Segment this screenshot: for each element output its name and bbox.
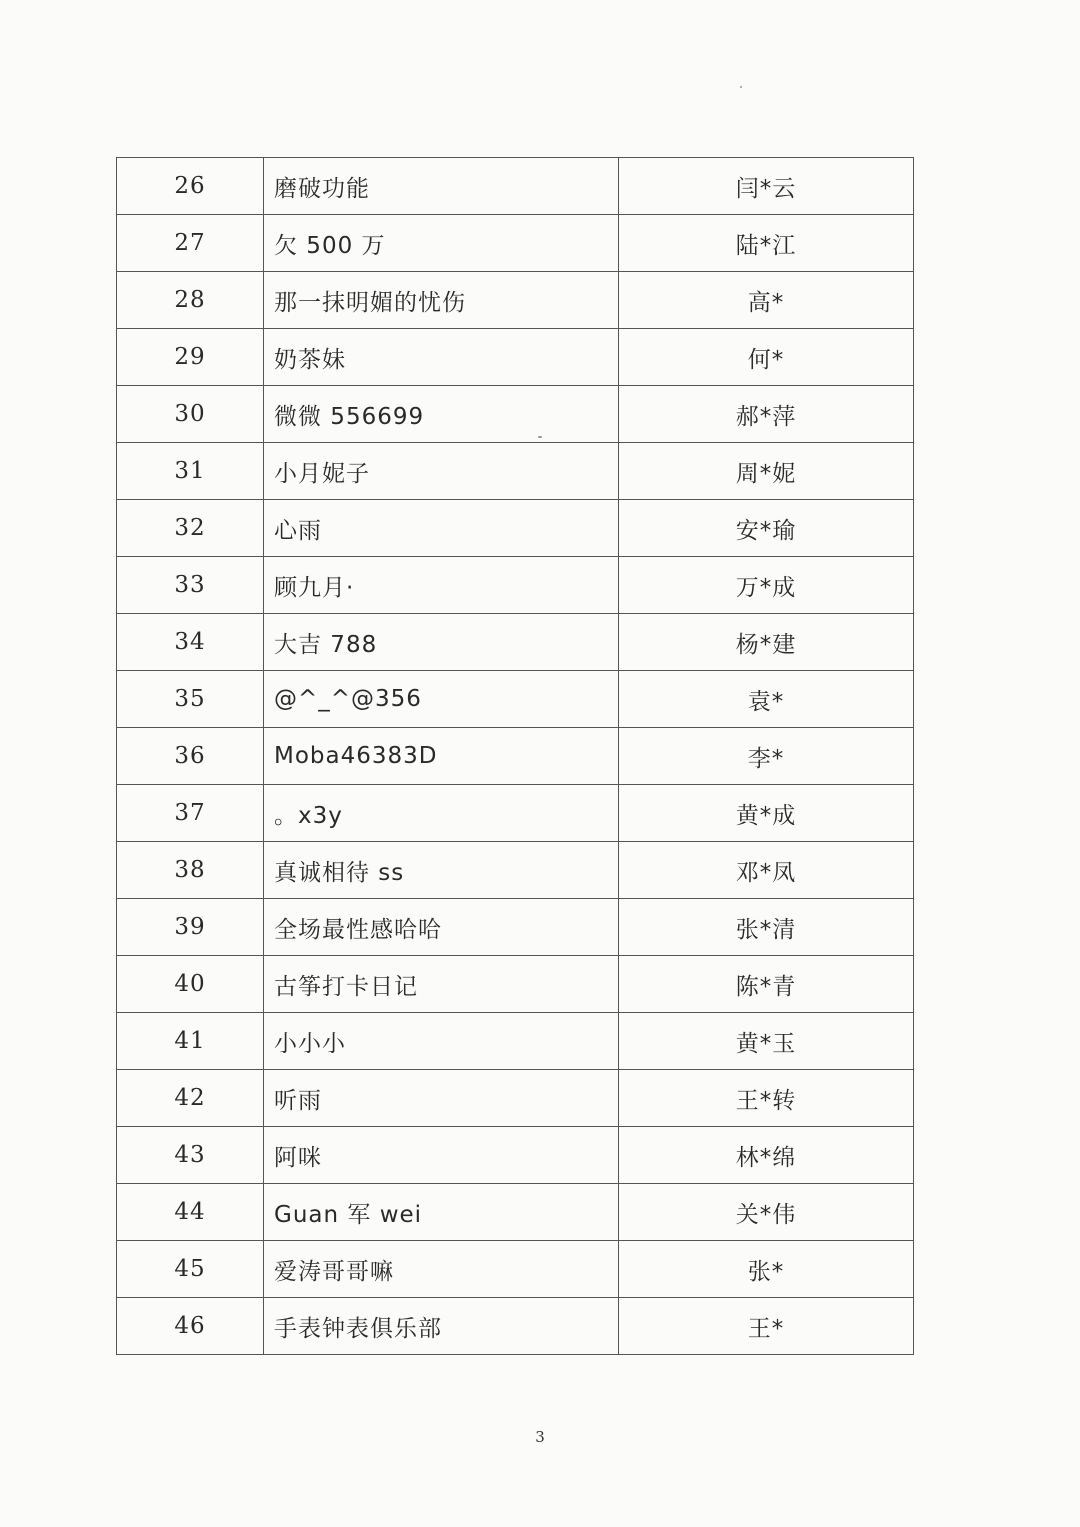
- nickname-cell: @^_^@356: [264, 671, 619, 728]
- name-cell: 陆*江: [619, 215, 914, 272]
- row-number: 43: [117, 1127, 264, 1184]
- nickname-cell: 顾九月·: [264, 557, 619, 614]
- nickname-cell: 欠 500 万: [264, 215, 619, 272]
- row-number: 45: [117, 1241, 264, 1298]
- nickname-cell: 全场最性感哈哈: [264, 899, 619, 956]
- nickname-cell: 心雨: [264, 500, 619, 557]
- table-row: [117, 1070, 914, 1127]
- table-row: [117, 614, 914, 671]
- table-row: [117, 785, 914, 842]
- row-number: 38: [117, 842, 264, 899]
- name-cell: 邓*凤: [619, 842, 914, 899]
- table-row: [117, 158, 914, 215]
- row-number: 34: [117, 614, 264, 671]
- roster-table-body: [117, 158, 914, 1355]
- nickname-cell: Moba46383D: [264, 728, 619, 785]
- nickname-cell: 听雨: [264, 1070, 619, 1127]
- name-cell: 袁*: [619, 671, 914, 728]
- roster-table: [116, 157, 914, 1355]
- row-number: 46: [117, 1298, 264, 1355]
- row-number: 28: [117, 272, 264, 329]
- row-number: 27: [117, 215, 264, 272]
- table-row: [117, 956, 914, 1013]
- row-number: 26: [117, 158, 264, 215]
- name-cell: 李*: [619, 728, 914, 785]
- nickname-cell: 小小小: [264, 1013, 619, 1070]
- table-row: [117, 671, 914, 728]
- row-number: 33: [117, 557, 264, 614]
- table-row: [117, 1241, 914, 1298]
- name-cell: 杨*建: [619, 614, 914, 671]
- nickname-cell: 爱涛哥哥嘛: [264, 1241, 619, 1298]
- scan-speck: [538, 436, 542, 438]
- nickname-cell: 手表钟表俱乐部: [264, 1298, 619, 1355]
- nickname-cell: 那一抹明媚的忧伤: [264, 272, 619, 329]
- table-row: [117, 557, 914, 614]
- nickname-cell: 小月妮子: [264, 443, 619, 500]
- table-row: [117, 443, 914, 500]
- table-row: [117, 1013, 914, 1070]
- name-cell: 何*: [619, 329, 914, 386]
- table-row: [117, 329, 914, 386]
- nickname-cell: 奶茶妹: [264, 329, 619, 386]
- table-row: [117, 386, 914, 443]
- name-cell: 周*妮: [619, 443, 914, 500]
- scan-speck: [740, 86, 742, 88]
- name-cell: 黄*玉: [619, 1013, 914, 1070]
- row-number: 40: [117, 956, 264, 1013]
- name-cell: 关*伟: [619, 1184, 914, 1241]
- name-cell: 万*成: [619, 557, 914, 614]
- row-number: 39: [117, 899, 264, 956]
- table-row: [117, 1298, 914, 1355]
- table-row: [117, 728, 914, 785]
- table-row: [117, 272, 914, 329]
- nickname-cell: 微微 556699: [264, 386, 619, 443]
- nickname-cell: 大吉 788: [264, 614, 619, 671]
- table-row: [117, 1184, 914, 1241]
- row-number: 32: [117, 500, 264, 557]
- name-cell: 林*绵: [619, 1127, 914, 1184]
- name-cell: 王*转: [619, 1070, 914, 1127]
- nickname-cell: 古筝打卡日记: [264, 956, 619, 1013]
- row-number: 44: [117, 1184, 264, 1241]
- name-cell: 黄*成: [619, 785, 914, 842]
- table-row: [117, 215, 914, 272]
- row-number: 30: [117, 386, 264, 443]
- row-number: 36: [117, 728, 264, 785]
- table-row: [117, 1127, 914, 1184]
- row-number: 31: [117, 443, 264, 500]
- name-cell: 张*清: [619, 899, 914, 956]
- row-number: 29: [117, 329, 264, 386]
- row-number: 37: [117, 785, 264, 842]
- table-row: [117, 500, 914, 557]
- name-cell: 闫*云: [619, 158, 914, 215]
- name-cell: 张*: [619, 1241, 914, 1298]
- nickname-cell: Guan 军 wei: [264, 1184, 619, 1241]
- row-number: 42: [117, 1070, 264, 1127]
- table-row: [117, 842, 914, 899]
- nickname-cell: 。x3y: [264, 785, 619, 842]
- nickname-cell: 阿咪: [264, 1127, 619, 1184]
- name-cell: 郝*萍: [619, 386, 914, 443]
- name-cell: 高*: [619, 272, 914, 329]
- table-row: [117, 899, 914, 956]
- nickname-cell: 磨破功能: [264, 158, 619, 215]
- name-cell: 安*瑜: [619, 500, 914, 557]
- row-number: 41: [117, 1013, 264, 1070]
- page-number: 3: [535, 1428, 545, 1446]
- row-number: 35: [117, 671, 264, 728]
- name-cell: 王*: [619, 1298, 914, 1355]
- nickname-cell: 真诚相待 ss: [264, 842, 619, 899]
- name-cell: 陈*青: [619, 956, 914, 1013]
